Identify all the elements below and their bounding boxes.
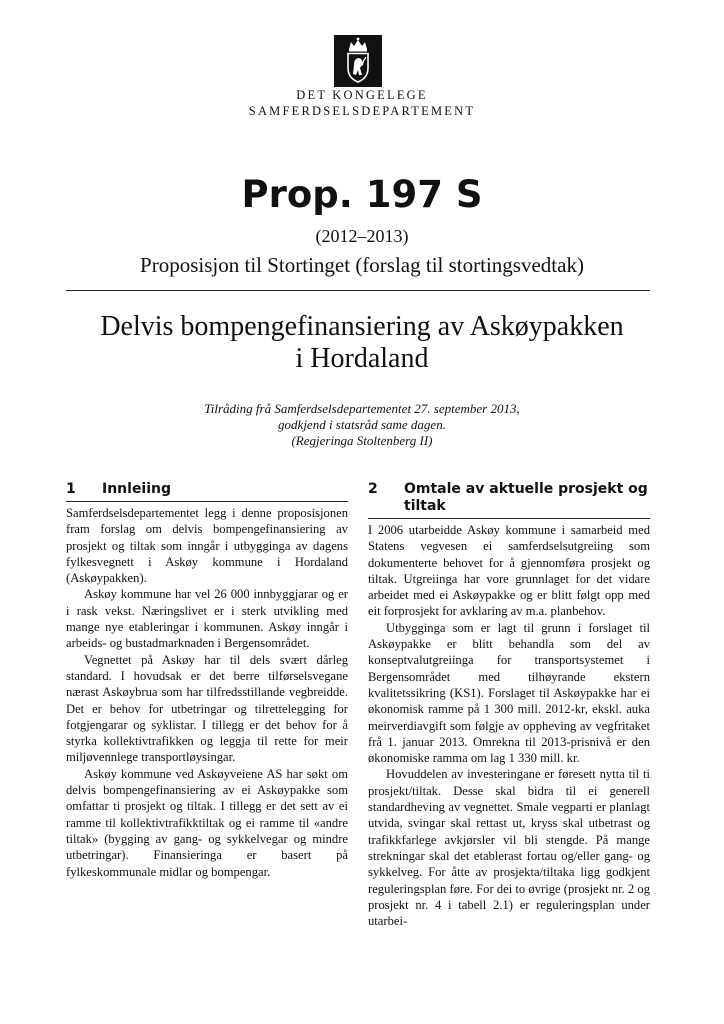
section-1-number: 1 <box>66 481 76 497</box>
section-2-number: 2 <box>368 481 378 497</box>
section-2-title: Omtale av aktuelle prosjekt og tiltak <box>404 481 648 514</box>
right-column <box>368 481 650 929</box>
document-title <box>0 311 724 375</box>
document-title-line-1: Delvis bompengefinansiering av Askøypakken <box>100 311 624 342</box>
section-2-body <box>368 522 650 929</box>
document-title-line-2: i Hordaland <box>295 343 429 374</box>
paragraph: Askøy kommune har vel 26 000 innbyggjarar og er i rask vekst. Næringslivet er i sterk utvikling med mange nye etableringar i kommunen. Askøy inngår i arbeids- og bustadmarknaden i Bergensområdet. <box>66 587 348 651</box>
department-line-2: SAMFERDSELSDEPARTEMENT <box>248 104 476 118</box>
proposition-subtitle: Proposisjon til Stortinget (forslag til stortingsvedtak) <box>140 253 584 277</box>
left-column <box>66 481 348 880</box>
department-name <box>0 87 724 119</box>
proposition-number: Prop. 197 S <box>241 173 483 216</box>
paragraph: I 2006 utarbeidde Askøy kommune i samarbeid med Statens vegvesen ei samferdselsutgreiing som dokumenterte behovet for å gjennomføra prosjekt og tiltak. Utgreiinga har vore grunnlaget for det vidare arbeidet med ei Askøypakke og er blitt følgt opp med eit forprosjekt for avklaring av m.a. planbehov. <box>368 523 650 619</box>
paragraph: Hovuddelen av investeringane er føresett nytta til ti prosjekt/tiltak. Desse skal bidra til ei generell standardheving av vegnettet. Smale vegparti er planlagt utvida, svingar skal rettast ut, kryss skal utbetrast og trafikkfarlege avkjørsler vil bli stengde. På mange strekningar skal det etablerast fortau og/eller gang- og sykkelveg. For åtte av prosjekta/tiltaka ligg godkjent reguleringsplan føre. For dei to øvrige (prosjekt nr. 2 og prosjekt nr. 4 i tabell 2.1) er reguleringsplan under utarbei- <box>368 767 650 929</box>
session-years: (2012–2013) <box>315 226 409 246</box>
section-2-heading <box>368 481 650 519</box>
paragraph: Samferdselsdepartementet legg i denne proposisjonen fram forslag om delvis bompengefinansiering av prosjekt og tiltak som inngår i utbygginga av dagens fylkesvegnett i Askøy kommune i Hordaland (Askøypakken). <box>66 506 348 586</box>
department-line-1: DET KONGELEGE <box>296 88 428 102</box>
approval-line-3: (Regjeringa Stoltenberg II) <box>291 433 433 448</box>
section-1-title: Innleiing <box>102 481 172 497</box>
paragraph: Vegnettet på Askøy har til dels svært dårleg standard. I hovudsak er det berre tilførselsvegane nærast Askøybrua som har tilfredsstillande vegbreidde. Det er behov for utbetringar og tilrettelegging for fotgjengarar og syklistar. I tillegg er det behov for å styrka kollektivtrafikken og leggja til rette for meir miljøvennlege transportløysingar. <box>66 652 348 765</box>
paragraph: Askøy kommune ved Askøyveiene AS har søkt om delvis bompengefinansiering av ei Askøypakke som omfattar ti prosjekt og tiltak. I tillegg er det sett av ei ramme til kollektivtrafikktiltak og ei ramme til «andre tiltak» (bygging av gang- og sykkelvegar og mindre utbetringar). Finansieringa er basert på fylkeskommunale midlar og bompengar. <box>66 766 348 879</box>
section-1-heading <box>66 481 348 502</box>
approval-note <box>0 401 724 449</box>
paragraph: Utbygginga som er lagt til grunn i forslaget til Askøypakke er blitt behandla som del av konseptvalutgreiinga for transportsystemet i Bergensområdet med tilhøyrande ekstern kvalitetssikring (KS1). Forslaget til Askøypakke har ei økonomisk ramme på 1 300 mill. 2012-kr, ekskl. auka meirverdiavgift som følgje av oppheving av vegfritaket frå 1. januar 2013. Omrekna til 2013-prisnivå er den økonomiske ramma om lag 1 330 mill. kr. <box>368 620 650 766</box>
approval-line-1: Tilråding frå Samferdselsdepartementet 27. september 2013, <box>204 401 520 416</box>
title-divider <box>66 290 650 291</box>
section-1-body <box>66 505 348 880</box>
approval-line-2: godkjend i statsråd same dagen. <box>278 417 446 432</box>
royal-crest-icon <box>334 35 382 87</box>
